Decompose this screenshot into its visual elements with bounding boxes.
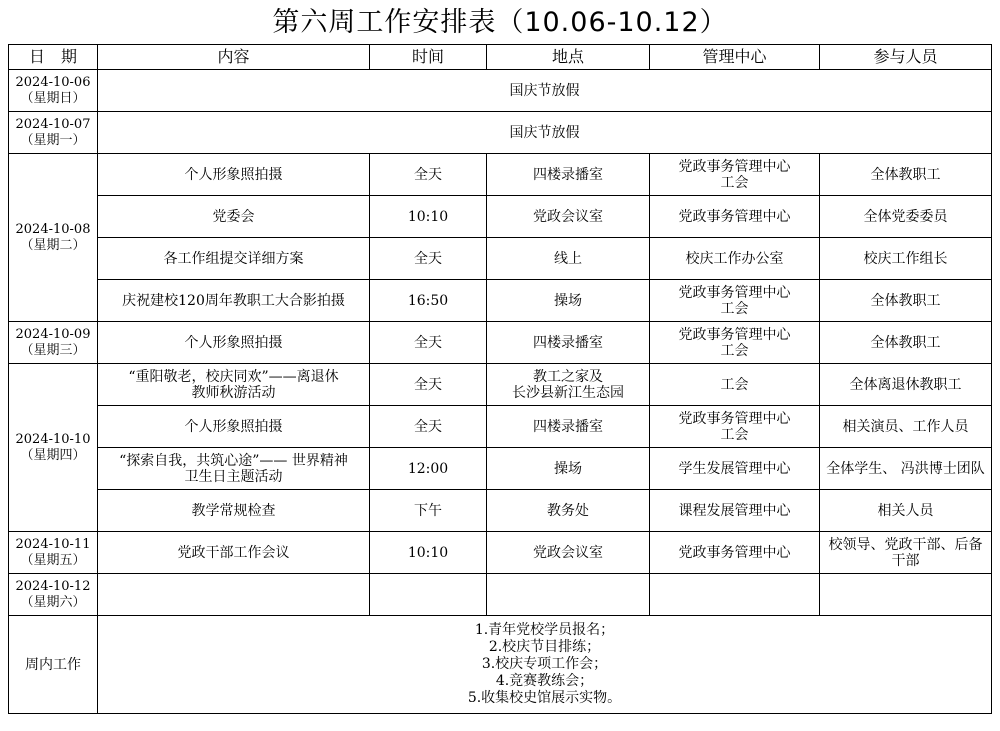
place-cell — [487, 574, 650, 616]
place-cell — [487, 532, 650, 574]
center-cell — [650, 280, 820, 322]
date-cell — [9, 112, 98, 154]
weekly-row — [9, 616, 992, 714]
weekday-value: （星期六） — [20, 594, 86, 610]
date-cell — [9, 574, 98, 616]
table-row — [9, 532, 992, 574]
place-cell — [487, 364, 650, 406]
center-line: 党政事务管理中心 — [678, 410, 791, 427]
weekday-value: （星期四） — [20, 447, 86, 463]
date-value: 2024-10-07 — [15, 116, 91, 132]
weekday-value: （星期日） — [20, 90, 86, 106]
people-cell — [820, 238, 992, 280]
content-cell — [98, 490, 370, 532]
center-cell — [650, 196, 820, 238]
content-cell — [98, 364, 370, 406]
content-line: 教师秋游活动 — [191, 384, 276, 401]
center-line: 工会 — [720, 174, 749, 191]
people-line: 校庆工作组长 — [863, 250, 948, 267]
table-row — [9, 238, 992, 280]
center-cell — [650, 490, 820, 532]
center-line: 党政事务管理中心 — [678, 208, 791, 225]
weekly-item: 4.竞赛教练会； — [495, 673, 594, 689]
weekly-item: 3.校庆专项工作会； — [481, 656, 608, 672]
center-cell — [650, 322, 820, 364]
place-cell — [487, 196, 650, 238]
place-line: 四楼录播室 — [533, 418, 603, 435]
date-cell — [9, 154, 98, 322]
place-line: 操场 — [554, 292, 582, 309]
people-line: 全体离退休教职工 — [849, 376, 962, 393]
people-cell — [820, 532, 992, 574]
content-line: 各工作组提交详细方案 — [163, 250, 304, 267]
people-line: 校领导、党政干部、后备 — [828, 536, 983, 553]
table-row — [9, 112, 992, 154]
header-time: 时间 — [370, 45, 487, 70]
center-line: 工会 — [720, 300, 749, 317]
people-cell — [820, 490, 992, 532]
center-line: 校庆工作办公室 — [685, 250, 784, 267]
table-row — [9, 154, 992, 196]
date-value: 2024-10-08 — [15, 221, 91, 237]
table-row — [9, 196, 992, 238]
table-row — [9, 322, 992, 364]
center-line: 工会 — [720, 342, 749, 359]
people-cell — [820, 574, 992, 616]
schedule-table — [8, 44, 992, 714]
content-cell — [98, 154, 370, 196]
table-row — [9, 406, 992, 448]
people-line: 全体教职工 — [870, 166, 941, 183]
center-cell — [650, 574, 820, 616]
header-row — [9, 45, 992, 70]
date-value: 2024-10-12 — [15, 578, 91, 594]
weekly-item: 2.校庆节目排练； — [488, 639, 601, 655]
date-value: 2024-10-09 — [15, 326, 91, 342]
header-content: 内容 — [98, 45, 370, 70]
place-cell — [487, 490, 650, 532]
people-line: 相关演员、工作人员 — [842, 418, 969, 435]
date-cell — [9, 364, 98, 532]
people-line: 全体教职工 — [870, 334, 941, 351]
center-line: 党政事务管理中心 — [678, 158, 791, 175]
people-cell — [820, 280, 992, 322]
center-cell — [650, 154, 820, 196]
center-line: 党政事务管理中心 — [678, 544, 791, 561]
table-row — [9, 574, 992, 616]
holiday-cell: 国庆节放假 — [98, 112, 992, 154]
table-row — [9, 70, 992, 112]
place-line: 教务处 — [547, 502, 589, 519]
content-cell — [98, 280, 370, 322]
weekday-value: （星期三） — [20, 342, 86, 358]
place-line: 线上 — [554, 250, 582, 267]
center-line: 工会 — [720, 426, 749, 443]
date-cell — [9, 532, 98, 574]
date-value: 2024-10-10 — [15, 431, 91, 447]
time-cell — [370, 574, 487, 616]
center-line: 党政事务管理中心 — [678, 326, 791, 343]
center-line: 课程发展管理中心 — [678, 502, 791, 519]
time-cell: 12:00 — [370, 448, 487, 490]
weekday-value: （星期一） — [20, 132, 86, 148]
place-line: 操场 — [554, 460, 582, 477]
date-value: 2024-10-06 — [15, 74, 91, 90]
place-cell — [487, 154, 650, 196]
people-line: 相关人员 — [877, 502, 934, 519]
center-cell — [650, 364, 820, 406]
table-row — [9, 448, 992, 490]
time-cell: 10:10 — [370, 196, 487, 238]
place-cell — [487, 448, 650, 490]
center-line: 工会 — [720, 376, 749, 393]
time-cell: 16:50 — [370, 280, 487, 322]
weekly-notes — [98, 616, 992, 714]
table-row — [9, 364, 992, 406]
center-line: 学生发展管理中心 — [678, 460, 791, 477]
place-line: 四楼录播室 — [533, 166, 603, 183]
place-line: 四楼录播室 — [533, 334, 603, 351]
content-line: “重阳敬老，校庆同欢”——离退休 — [128, 368, 339, 385]
content-line: 庆祝建校120周年教职工大合影拍摄 — [122, 292, 345, 309]
content-line: 个人形象照拍摄 — [184, 334, 283, 351]
weekday-value: （星期二） — [20, 237, 86, 253]
content-cell — [98, 448, 370, 490]
header-center: 管理中心 — [650, 45, 820, 70]
date-value: 2024-10-11 — [15, 536, 91, 552]
place-line: 党政会议室 — [533, 544, 603, 561]
header-people: 参与人员 — [820, 45, 992, 70]
content-line: 卫生日主题活动 — [184, 468, 283, 485]
time-cell: 全天 — [370, 322, 487, 364]
content-cell — [98, 322, 370, 364]
place-cell — [487, 322, 650, 364]
header-place: 地点 — [487, 45, 650, 70]
content-cell — [98, 574, 370, 616]
content-line: 教学常规检查 — [191, 502, 276, 519]
table-row — [9, 280, 992, 322]
people-cell — [820, 196, 992, 238]
center-cell — [650, 448, 820, 490]
center-cell — [650, 238, 820, 280]
people-line: 干部 — [891, 552, 920, 569]
people-line: 全体党委委员 — [863, 208, 948, 225]
date-cell — [9, 70, 98, 112]
center-cell — [650, 406, 820, 448]
page-title: 第六周工作安排表（10.06-10.12） — [272, 7, 728, 38]
content-cell — [98, 406, 370, 448]
people-cell — [820, 448, 992, 490]
weekly-item: 5.收集校史馆展示实物。 — [467, 690, 622, 706]
time-cell: 全天 — [370, 406, 487, 448]
time-cell: 下午 — [370, 490, 487, 532]
center-line: 党政事务管理中心 — [678, 284, 791, 301]
place-line: 党政会议室 — [533, 208, 603, 225]
content-cell — [98, 532, 370, 574]
people-cell — [820, 322, 992, 364]
content-line: 个人形象照拍摄 — [184, 418, 283, 435]
time-cell: 全天 — [370, 364, 487, 406]
holiday-cell: 国庆节放假 — [98, 70, 992, 112]
content-line: 党委会 — [212, 208, 255, 225]
place-cell — [487, 238, 650, 280]
schedule-body — [9, 70, 992, 714]
people-cell — [820, 406, 992, 448]
time-cell: 全天 — [370, 238, 487, 280]
center-cell — [650, 532, 820, 574]
people-cell — [820, 364, 992, 406]
place-line: 教工之家及 — [533, 368, 603, 385]
place-cell — [487, 406, 650, 448]
people-line: 全体教职工 — [870, 292, 941, 309]
header-date: 日 期 — [9, 45, 98, 70]
weekly-item: 1.青年党校学员报名； — [474, 622, 615, 638]
content-line: 党政干部工作会议 — [177, 544, 290, 561]
content-line: 个人形象照拍摄 — [184, 166, 283, 183]
table-row — [9, 490, 992, 532]
people-line: 全体学生、 冯洪博士团队 — [826, 460, 985, 477]
people-cell — [820, 154, 992, 196]
time-cell: 全天 — [370, 154, 487, 196]
weekday-value: （星期五） — [20, 552, 86, 568]
content-cell — [98, 196, 370, 238]
place-cell — [487, 280, 650, 322]
place-line: 长沙县新江生态园 — [512, 384, 624, 401]
time-cell: 10:10 — [370, 532, 487, 574]
content-cell — [98, 238, 370, 280]
date-cell — [9, 322, 98, 364]
content-line: “探索自我，共筑心途”—— 世界精神 — [119, 452, 348, 469]
weekly-label: 周内工作 — [9, 616, 98, 714]
